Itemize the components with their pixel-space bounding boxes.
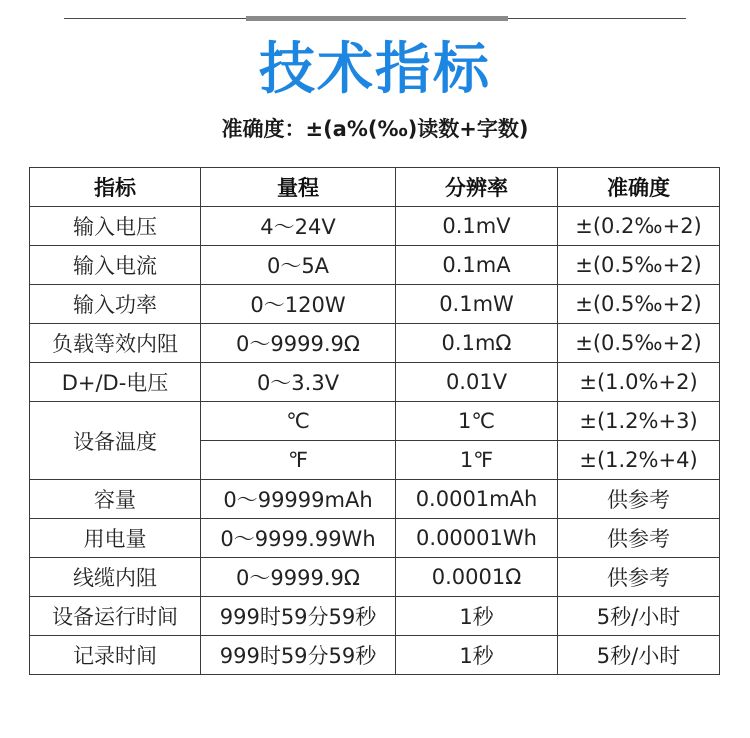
accuracy-formula-subtitle: 准确度：±(a%(‰)读数+字数) (221, 117, 529, 141)
cell-resolution: 1秒 (396, 597, 558, 636)
table-row (30, 597, 720, 636)
page-title: 技术指标 (259, 37, 491, 102)
cell-indicator: 负载等效内阻 (30, 324, 201, 363)
table-row (30, 363, 720, 402)
cell-indicator: D+/D-电压 (30, 363, 201, 402)
cell-range: 0～5A (201, 246, 396, 285)
cell-indicator: 用电量 (30, 519, 201, 558)
cell-accuracy: 供参考 (558, 480, 720, 519)
header-range: 量程 (201, 168, 396, 207)
cell-indicator: 设备温度 (30, 402, 201, 480)
table-row (30, 285, 720, 324)
cell-range: 0～9999.9Ω (201, 324, 396, 363)
table-row (30, 558, 720, 597)
cell-indicator: 设备运行时间 (30, 597, 201, 636)
cell-indicator: 容量 (30, 480, 201, 519)
cell-indicator: 线缆内阻 (30, 558, 201, 597)
cell-accuracy: ±(0.2‰+2) (558, 207, 720, 246)
cell-accuracy: ±(1.0%+2) (558, 363, 720, 402)
table-row (30, 207, 720, 246)
cell-accuracy: ±(0.5‰+2) (558, 324, 720, 363)
cell-resolution: 0.1mV (396, 207, 558, 246)
cell-resolution: 0.00001Wh (396, 519, 558, 558)
cell-range: 0～120W (201, 285, 396, 324)
cell-resolution: 0.1mW (396, 285, 558, 324)
cell-accuracy: 供参考 (558, 558, 720, 597)
cell-resolution: 1℃ (396, 402, 558, 441)
table-row (30, 324, 720, 363)
cell-range: 4～24V (201, 207, 396, 246)
cell-range: 999时59分59秒 (201, 597, 396, 636)
cell-resolution: 0.1mΩ (396, 324, 558, 363)
cell-range: ℉ (201, 441, 396, 480)
cell-indicator: 输入功率 (30, 285, 201, 324)
header-indicator: 指标 (30, 168, 201, 207)
cell-indicator: 记录时间 (30, 636, 201, 675)
cell-accuracy: ±(0.5‰+2) (558, 246, 720, 285)
cell-indicator: 输入电流 (30, 246, 201, 285)
table-row (30, 480, 720, 519)
cell-resolution: 1℉ (396, 441, 558, 480)
cell-accuracy: ±(0.5‰+2) (558, 285, 720, 324)
cell-range: 999时59分59秒 (201, 636, 396, 675)
cell-range: ℃ (201, 402, 396, 441)
cell-accuracy: 5秒/小时 (558, 636, 720, 675)
cell-accuracy: ±(1.2%+3) (558, 402, 720, 441)
table-row (30, 402, 720, 441)
cell-resolution: 0.0001mAh (396, 480, 558, 519)
cell-range: 0～99999mAh (201, 480, 396, 519)
header-resolution: 分辨率 (396, 168, 558, 207)
cell-accuracy: ±(1.2%+4) (558, 441, 720, 480)
cell-resolution: 0.0001Ω (396, 558, 558, 597)
cell-resolution: 0.01V (396, 363, 558, 402)
top-divider-accent (246, 16, 508, 21)
cell-range: 0～9999.9Ω (201, 558, 396, 597)
table-header-row (30, 168, 720, 207)
cell-resolution: 0.1mA (396, 246, 558, 285)
spec-table (29, 167, 720, 675)
cell-range: 0～9999.99Wh (201, 519, 396, 558)
cell-resolution: 1秒 (396, 636, 558, 675)
cell-range: 0～3.3V (201, 363, 396, 402)
table-row (30, 636, 720, 675)
table-row (30, 519, 720, 558)
table-row (30, 246, 720, 285)
header-accuracy: 准确度 (558, 168, 720, 207)
cell-indicator: 输入电压 (30, 207, 201, 246)
cell-accuracy: 供参考 (558, 519, 720, 558)
cell-accuracy: 5秒/小时 (558, 597, 720, 636)
